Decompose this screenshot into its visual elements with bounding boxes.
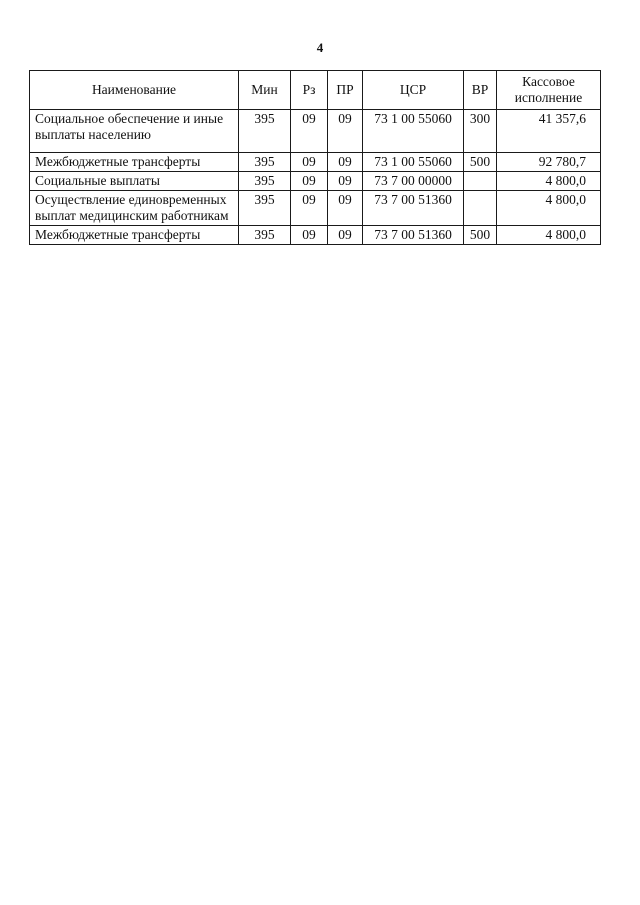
cell-amount: 4 800,0	[497, 191, 601, 226]
cell-pr: 09	[328, 110, 363, 153]
cell-csr: 73 1 00 55060	[363, 110, 464, 153]
cell-min: 395	[239, 153, 291, 172]
cell-name: Социальные выплаты	[30, 172, 239, 191]
cell-rz: 09	[291, 110, 328, 153]
table-row	[30, 110, 601, 153]
cell-min: 395	[239, 226, 291, 245]
cell-amount: 92 780,7	[497, 153, 601, 172]
cell-csr: 73 1 00 55060	[363, 153, 464, 172]
cell-min: 395	[239, 191, 291, 226]
header-pr: ПР	[328, 71, 363, 110]
cell-rz: 09	[291, 191, 328, 226]
cell-pr: 09	[328, 153, 363, 172]
header-rz: Рз	[291, 71, 328, 110]
cell-vr: 500	[464, 226, 497, 245]
header-csr: ЦСР	[363, 71, 464, 110]
header-amount: Кассовое исполнение	[497, 71, 601, 110]
cell-min: 395	[239, 110, 291, 153]
cell-rz: 09	[291, 226, 328, 245]
cell-name: Осуществление единовременных выплат медицинским работникам	[30, 191, 239, 226]
cell-rz: 09	[291, 153, 328, 172]
table-row	[30, 172, 601, 191]
table-row	[30, 153, 601, 172]
cell-vr	[464, 172, 497, 191]
page-number: 4	[316, 40, 324, 55]
cell-name: Социальное обеспечение и иные выплаты населению	[30, 110, 239, 153]
cell-pr: 09	[328, 191, 363, 226]
cell-amount: 4 800,0	[497, 172, 601, 191]
cell-amount: 41 357,6	[497, 110, 601, 153]
header-name: Наименование	[30, 71, 239, 110]
cell-pr: 09	[328, 172, 363, 191]
cell-vr: 500	[464, 153, 497, 172]
header-vr: ВР	[464, 71, 497, 110]
cell-rz: 09	[291, 172, 328, 191]
cell-min: 395	[239, 172, 291, 191]
budget-execution-table	[29, 70, 601, 245]
cell-pr: 09	[328, 226, 363, 245]
cell-vr	[464, 191, 497, 226]
header-min: Мин	[239, 71, 291, 110]
cell-vr: 300	[464, 110, 497, 153]
cell-name: Межбюджетные трансферты	[30, 226, 239, 245]
cell-csr: 73 7 00 51360	[363, 191, 464, 226]
table-row	[30, 191, 601, 226]
table-header-row	[30, 71, 601, 110]
cell-csr: 73 7 00 00000	[363, 172, 464, 191]
cell-csr: 73 7 00 51360	[363, 226, 464, 245]
table-row	[30, 226, 601, 245]
cell-name: Межбюджетные трансферты	[30, 153, 239, 172]
cell-amount: 4 800,0	[497, 226, 601, 245]
